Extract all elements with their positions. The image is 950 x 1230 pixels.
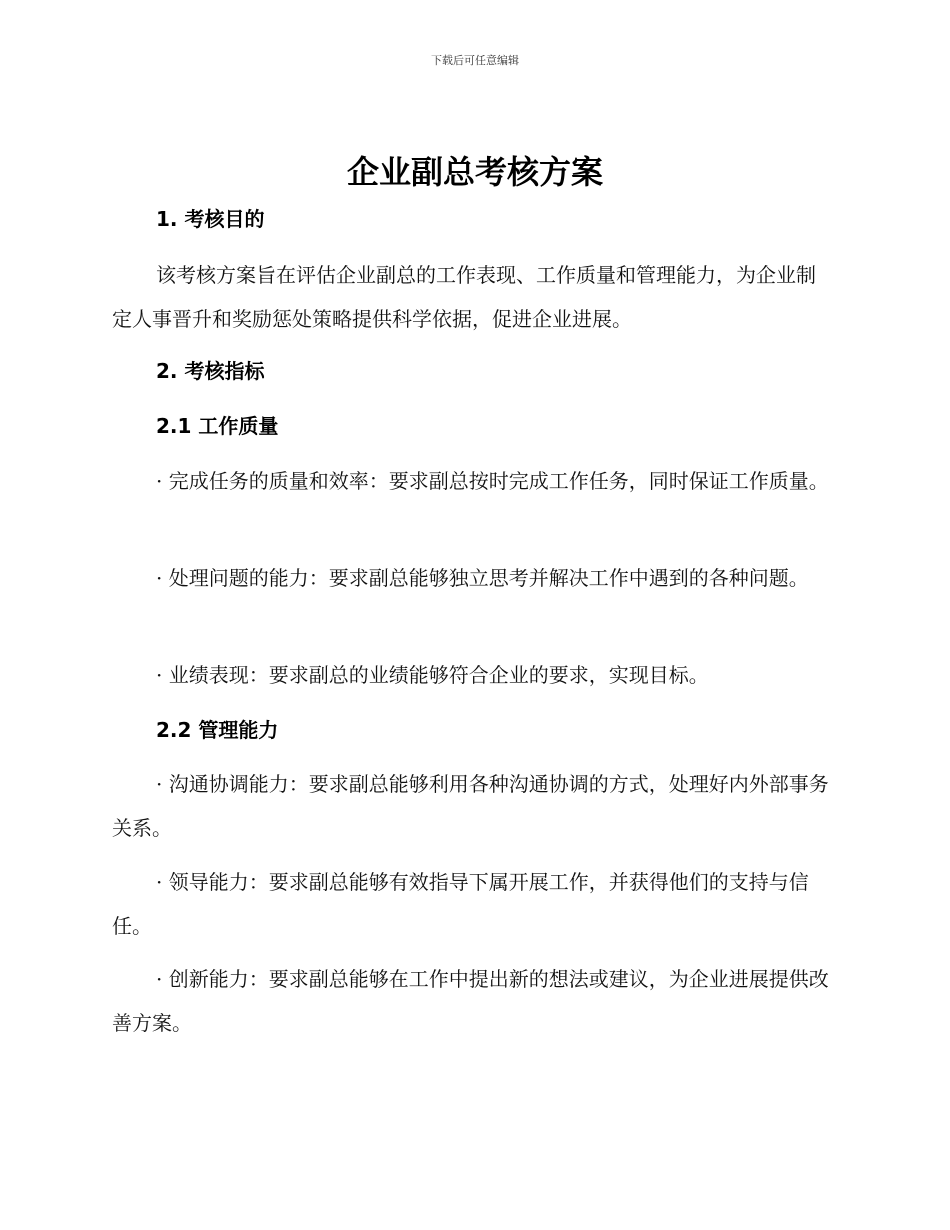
paragraph-performance: · 业绩表现：要求副总的业绩能够符合企业的要求，实现目标。 xyxy=(156,663,709,687)
section-heading-indicators: 2. 考核指标 xyxy=(156,359,265,383)
paragraph-purpose: 该考核方案旨在评估企业副总的工作表现、工作质量和管理能力，为企业制定人事晋升和奖励惩处策略提供科学依据，促进企业进展。 xyxy=(112,263,816,331)
paragraph-communication: · 沟通协调能力：要求副总能够利用各种沟通协调的方式，处理好内外部事务关系。 xyxy=(112,772,829,840)
section-heading-work-quality: 2.1 工作质量 xyxy=(156,414,279,438)
section-heading-management: 2.2 管理能力 xyxy=(156,718,279,742)
document-title: 企业副总考核方案 xyxy=(346,153,603,191)
section-heading-purpose: 1. 考核目的 xyxy=(156,207,265,231)
paragraph-innovation: · 创新能力：要求副总能够在工作中提出新的想法或建议，为企业进展提供改善方案。 xyxy=(112,967,829,1035)
paragraph-leadership: · 领导能力：要求副总能够有效指导下属开展工作，并获得他们的支持与信任。 xyxy=(112,870,809,938)
paragraph-problem-solving: · 处理问题的能力：要求副总能够独立思考并解决工作中遇到的各种问题。 xyxy=(156,566,809,590)
paragraph-task-quality: · 完成任务的质量和效率：要求副总按时完成工作任务，同时保证工作质量。 xyxy=(156,469,829,493)
header-note: 下载后可任意编辑 xyxy=(431,54,519,67)
